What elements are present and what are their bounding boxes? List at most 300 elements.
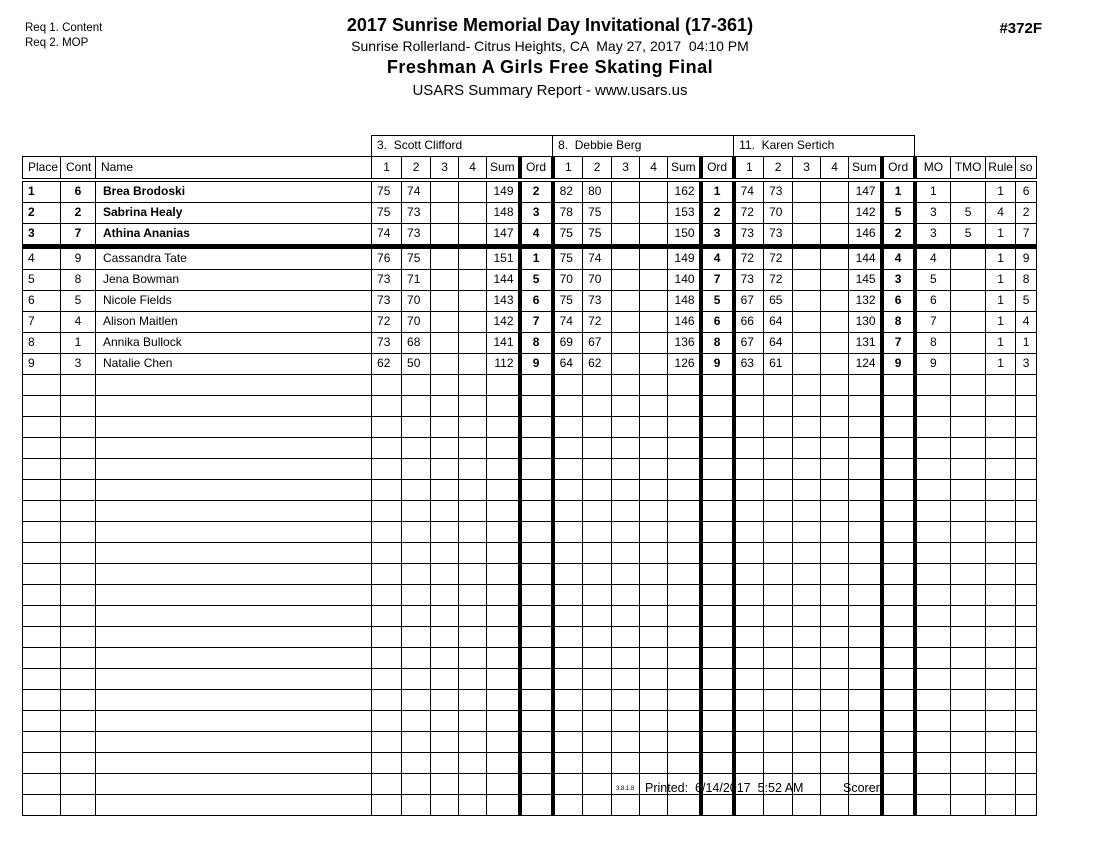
empty-cell	[372, 773, 402, 794]
column-header-row	[23, 156, 1037, 180]
empty-cell	[612, 584, 640, 605]
score-cell: 75	[372, 180, 402, 203]
sum-cell: 143	[487, 290, 520, 311]
score-cell: 62	[583, 353, 612, 374]
empty-cell	[849, 479, 882, 500]
score-cell	[793, 290, 821, 311]
tmo-cell	[951, 353, 986, 374]
sum-cell: 149	[668, 246, 701, 269]
empty-cell	[951, 689, 986, 710]
empty-cell	[459, 374, 487, 395]
empty-cell	[915, 794, 951, 815]
empty-cell	[734, 752, 764, 773]
empty-cell	[986, 710, 1016, 731]
col-header-ord: Ord	[882, 156, 915, 180]
empty-cell	[668, 731, 701, 752]
empty-cell	[23, 416, 61, 437]
score-cell	[431, 180, 459, 203]
empty-cell	[951, 584, 986, 605]
empty-cell	[487, 458, 520, 479]
ord-cell: 4	[701, 246, 734, 269]
empty-cell	[372, 416, 402, 437]
empty-cell	[849, 689, 882, 710]
score-cell	[793, 269, 821, 290]
score-cell: 70	[553, 269, 583, 290]
empty-cell	[459, 542, 487, 563]
scorer-label: Scorer:	[843, 781, 884, 795]
score-cell	[793, 311, 821, 332]
empty-cell	[520, 479, 553, 500]
score-cell	[612, 269, 640, 290]
empty-cell	[431, 710, 459, 731]
empty-cell	[612, 416, 640, 437]
name-cell: Cassandra Tate	[96, 246, 372, 269]
empty-cell	[61, 416, 96, 437]
empty-cell	[882, 794, 915, 815]
empty-cell	[459, 794, 487, 815]
score-cell	[640, 269, 668, 290]
empty-cell	[849, 395, 882, 416]
score-cell	[431, 223, 459, 246]
score-cell	[793, 180, 821, 203]
empty-cell	[821, 731, 849, 752]
empty-cell	[1016, 437, 1037, 458]
col-header-score3: 3	[793, 156, 821, 180]
empty-cell	[612, 647, 640, 668]
ord-cell: 5	[882, 202, 915, 223]
empty-cell	[764, 689, 793, 710]
empty-cell	[764, 416, 793, 437]
empty-cell	[986, 395, 1016, 416]
empty-cell	[402, 752, 431, 773]
empty-cell	[23, 542, 61, 563]
empty-cell	[793, 563, 821, 584]
empty-cell	[915, 731, 951, 752]
empty-cell	[487, 479, 520, 500]
empty-cell	[431, 395, 459, 416]
empty-cell	[849, 605, 882, 626]
empty-cell	[849, 584, 882, 605]
empty-cell	[640, 437, 668, 458]
empty-cell	[487, 563, 520, 584]
place-cell: 8	[23, 332, 61, 353]
empty-cell	[459, 773, 487, 794]
empty-cell	[764, 374, 793, 395]
empty-cell	[640, 542, 668, 563]
empty-cell	[764, 710, 793, 731]
score-cell	[459, 311, 487, 332]
empty-cell	[734, 395, 764, 416]
col-header-score2: 2	[583, 156, 612, 180]
empty-cell	[915, 605, 951, 626]
empty-cell	[372, 374, 402, 395]
score-cell: 78	[553, 202, 583, 223]
result-row	[23, 180, 1037, 203]
empty-cell	[915, 437, 951, 458]
cont-cell: 6	[61, 180, 96, 203]
mo-cell: 9	[915, 353, 951, 374]
score-cell	[431, 202, 459, 223]
score-cell	[612, 223, 640, 246]
score-cell: 69	[553, 332, 583, 353]
sum-cell: 153	[668, 202, 701, 223]
empty-cell	[583, 437, 612, 458]
empty-cell	[951, 500, 986, 521]
rule-cell: 1	[986, 180, 1016, 203]
cont-cell: 8	[61, 269, 96, 290]
tmo-cell	[951, 290, 986, 311]
empty-cell	[821, 374, 849, 395]
empty-cell	[402, 605, 431, 626]
name-cell: Sabrina Healy	[96, 202, 372, 223]
empty-cell	[459, 668, 487, 689]
empty-cell	[701, 458, 734, 479]
empty-cell	[23, 773, 61, 794]
judge-3-name: 11. Karen Sertich	[734, 136, 915, 157]
results-body	[23, 180, 1037, 816]
empty-cell	[553, 395, 583, 416]
score-cell: 75	[583, 223, 612, 246]
empty-cell	[734, 689, 764, 710]
empty-cell	[431, 668, 459, 689]
empty-cell	[431, 584, 459, 605]
empty-cell	[96, 794, 372, 815]
ord-cell: 5	[520, 269, 553, 290]
sum-cell: 132	[849, 290, 882, 311]
empty-cell	[793, 647, 821, 668]
empty-cell	[96, 689, 372, 710]
empty-cell	[612, 500, 640, 521]
result-row	[23, 353, 1037, 374]
empty-cell	[793, 458, 821, 479]
empty-cell	[520, 437, 553, 458]
empty-cell	[520, 773, 553, 794]
so-cell: 4	[1016, 311, 1037, 332]
empty-cell	[915, 626, 951, 647]
empty-cell	[986, 731, 1016, 752]
empty-cell	[431, 374, 459, 395]
empty-cell	[849, 563, 882, 584]
empty-cell	[882, 374, 915, 395]
ord-cell: 8	[520, 332, 553, 353]
col-header-rule: Rule	[986, 156, 1016, 180]
col-header-ord: Ord	[701, 156, 734, 180]
score-cell	[431, 290, 459, 311]
empty-cell	[849, 374, 882, 395]
empty-cell	[915, 647, 951, 668]
empty-row	[23, 689, 1037, 710]
empty-cell	[668, 689, 701, 710]
col-header-sum: Sum	[849, 156, 882, 180]
empty-cell	[553, 794, 583, 815]
ord-cell: 3	[701, 223, 734, 246]
empty-cell	[431, 458, 459, 479]
name-cell: Jena Bowman	[96, 269, 372, 290]
score-cell	[640, 223, 668, 246]
empty-cell	[61, 521, 96, 542]
score-cell	[612, 311, 640, 332]
empty-cell	[986, 479, 1016, 500]
empty-cell	[951, 794, 986, 815]
empty-cell	[986, 752, 1016, 773]
so-cell: 5	[1016, 290, 1037, 311]
empty-cell	[23, 437, 61, 458]
ord-cell: 4	[882, 246, 915, 269]
ord-cell: 6	[701, 311, 734, 332]
empty-row	[23, 374, 1037, 395]
empty-cell	[951, 668, 986, 689]
score-cell: 75	[402, 246, 431, 269]
empty-cell	[1016, 479, 1037, 500]
empty-cell	[583, 374, 612, 395]
empty-cell	[793, 731, 821, 752]
score-cell: 73	[372, 290, 402, 311]
judge-header-spacer	[23, 136, 372, 157]
empty-cell	[23, 710, 61, 731]
empty-cell	[849, 416, 882, 437]
empty-cell	[951, 563, 986, 584]
score-cell	[640, 332, 668, 353]
empty-cell	[402, 500, 431, 521]
empty-cell	[372, 479, 402, 500]
empty-cell	[583, 689, 612, 710]
empty-cell	[612, 374, 640, 395]
empty-cell	[668, 437, 701, 458]
empty-cell	[951, 605, 986, 626]
empty-cell	[23, 458, 61, 479]
score-cell: 70	[583, 269, 612, 290]
place-cell: 2	[23, 202, 61, 223]
empty-cell	[640, 416, 668, 437]
empty-cell	[402, 416, 431, 437]
score-cell: 75	[553, 246, 583, 269]
empty-cell	[764, 500, 793, 521]
empty-cell	[1016, 563, 1037, 584]
empty-cell	[821, 668, 849, 689]
cont-cell: 5	[61, 290, 96, 311]
ord-cell: 2	[701, 202, 734, 223]
tmo-cell	[951, 180, 986, 203]
empty-cell	[849, 437, 882, 458]
score-cell	[431, 246, 459, 269]
empty-cell	[734, 563, 764, 584]
empty-cell	[96, 479, 372, 500]
empty-cell	[487, 374, 520, 395]
col-header-score1: 1	[553, 156, 583, 180]
empty-cell	[764, 647, 793, 668]
empty-cell	[459, 626, 487, 647]
empty-cell	[61, 773, 96, 794]
empty-cell	[402, 395, 431, 416]
ord-cell: 1	[520, 246, 553, 269]
empty-cell	[431, 437, 459, 458]
empty-cell	[612, 605, 640, 626]
empty-cell	[1016, 605, 1037, 626]
empty-cell	[23, 584, 61, 605]
empty-cell	[96, 752, 372, 773]
empty-cell	[96, 458, 372, 479]
col-header-name: Name	[96, 156, 372, 180]
empty-cell	[61, 584, 96, 605]
empty-cell	[986, 500, 1016, 521]
empty-cell	[402, 794, 431, 815]
empty-cell	[915, 584, 951, 605]
place-cell: 7	[23, 311, 61, 332]
cont-cell: 4	[61, 311, 96, 332]
score-cell	[612, 332, 640, 353]
empty-cell	[1016, 752, 1037, 773]
score-cell	[821, 202, 849, 223]
empty-cell	[431, 773, 459, 794]
score-cell	[793, 353, 821, 374]
empty-cell	[612, 458, 640, 479]
software-version: 3.8.1.8	[616, 786, 635, 792]
ord-cell: 3	[882, 269, 915, 290]
empty-cell	[640, 668, 668, 689]
empty-cell	[583, 500, 612, 521]
score-cell	[612, 246, 640, 269]
score-cell: 68	[402, 332, 431, 353]
empty-cell	[96, 605, 372, 626]
empty-cell	[951, 710, 986, 731]
empty-cell	[986, 374, 1016, 395]
empty-cell	[487, 773, 520, 794]
score-cell: 73	[583, 290, 612, 311]
score-cell: 72	[764, 246, 793, 269]
empty-cell	[915, 374, 951, 395]
empty-cell	[668, 626, 701, 647]
empty-cell	[372, 794, 402, 815]
empty-cell	[640, 500, 668, 521]
empty-cell	[849, 794, 882, 815]
empty-cell	[583, 521, 612, 542]
empty-cell	[701, 563, 734, 584]
empty-cell	[951, 479, 986, 500]
empty-cell	[701, 605, 734, 626]
empty-cell	[668, 563, 701, 584]
empty-row	[23, 794, 1037, 815]
empty-cell	[764, 458, 793, 479]
empty-cell	[372, 563, 402, 584]
mo-cell: 3	[915, 202, 951, 223]
empty-cell	[431, 752, 459, 773]
empty-cell	[431, 479, 459, 500]
empty-cell	[96, 563, 372, 584]
judge-1-name: 3. Scott Clifford	[372, 136, 553, 157]
empty-cell	[583, 605, 612, 626]
empty-cell	[372, 584, 402, 605]
empty-cell	[882, 605, 915, 626]
score-cell: 70	[764, 202, 793, 223]
empty-cell	[487, 668, 520, 689]
col-header-score1: 1	[734, 156, 764, 180]
empty-cell	[821, 563, 849, 584]
sum-cell: 112	[487, 353, 520, 374]
score-cell	[640, 290, 668, 311]
empty-row	[23, 710, 1037, 731]
ord-cell: 7	[701, 269, 734, 290]
empty-cell	[459, 416, 487, 437]
empty-cell	[640, 395, 668, 416]
empty-cell	[951, 647, 986, 668]
printed-timestamp: Printed: 6/14/2017 5:52 AM	[645, 781, 804, 795]
place-cell: 4	[23, 246, 61, 269]
empty-cell	[1016, 395, 1037, 416]
sum-cell: 148	[668, 290, 701, 311]
empty-cell	[487, 521, 520, 542]
empty-cell	[701, 584, 734, 605]
score-cell: 72	[372, 311, 402, 332]
score-cell: 74	[553, 311, 583, 332]
empty-cell	[96, 374, 372, 395]
empty-cell	[402, 542, 431, 563]
empty-cell	[487, 647, 520, 668]
col-header-score3: 3	[612, 156, 640, 180]
empty-cell	[612, 395, 640, 416]
empty-cell	[701, 710, 734, 731]
name-cell: Brea Brodoski	[96, 180, 372, 203]
empty-cell	[1016, 731, 1037, 752]
empty-cell	[612, 563, 640, 584]
score-cell	[431, 269, 459, 290]
empty-cell	[553, 374, 583, 395]
empty-cell	[793, 521, 821, 542]
empty-cell	[520, 689, 553, 710]
empty-cell	[553, 689, 583, 710]
result-row	[23, 332, 1037, 353]
empty-cell	[402, 521, 431, 542]
empty-cell	[459, 752, 487, 773]
rule-cell: 1	[986, 269, 1016, 290]
empty-cell	[431, 416, 459, 437]
empty-cell	[1016, 668, 1037, 689]
empty-cell	[640, 794, 668, 815]
empty-cell	[882, 584, 915, 605]
empty-cell	[640, 710, 668, 731]
empty-cell	[734, 731, 764, 752]
col-header-score4: 4	[640, 156, 668, 180]
ord-cell: 8	[882, 311, 915, 332]
empty-cell	[882, 521, 915, 542]
col-header-sum: Sum	[487, 156, 520, 180]
empty-cell	[553, 584, 583, 605]
col-header-score2: 2	[402, 156, 431, 180]
empty-cell	[849, 626, 882, 647]
result-row	[23, 223, 1037, 246]
empty-cell	[459, 500, 487, 521]
result-row	[23, 269, 1037, 290]
mo-cell: 6	[915, 290, 951, 311]
empty-cell	[553, 458, 583, 479]
report-header	[0, 14, 1100, 103]
empty-cell	[915, 479, 951, 500]
col-header-tmo: TMO	[951, 156, 986, 180]
sum-cell: 147	[849, 180, 882, 203]
empty-cell	[553, 605, 583, 626]
score-cell	[431, 311, 459, 332]
empty-cell	[431, 731, 459, 752]
empty-cell	[951, 542, 986, 563]
score-cell: 67	[734, 290, 764, 311]
empty-cell	[915, 563, 951, 584]
score-cell: 74	[372, 223, 402, 246]
page-title: 2017 Sunrise Memorial Day Invitational (17-361)	[346, 15, 754, 35]
empty-cell	[1016, 458, 1037, 479]
empty-cell	[882, 752, 915, 773]
empty-cell	[61, 563, 96, 584]
empty-cell	[849, 710, 882, 731]
empty-cell	[402, 710, 431, 731]
